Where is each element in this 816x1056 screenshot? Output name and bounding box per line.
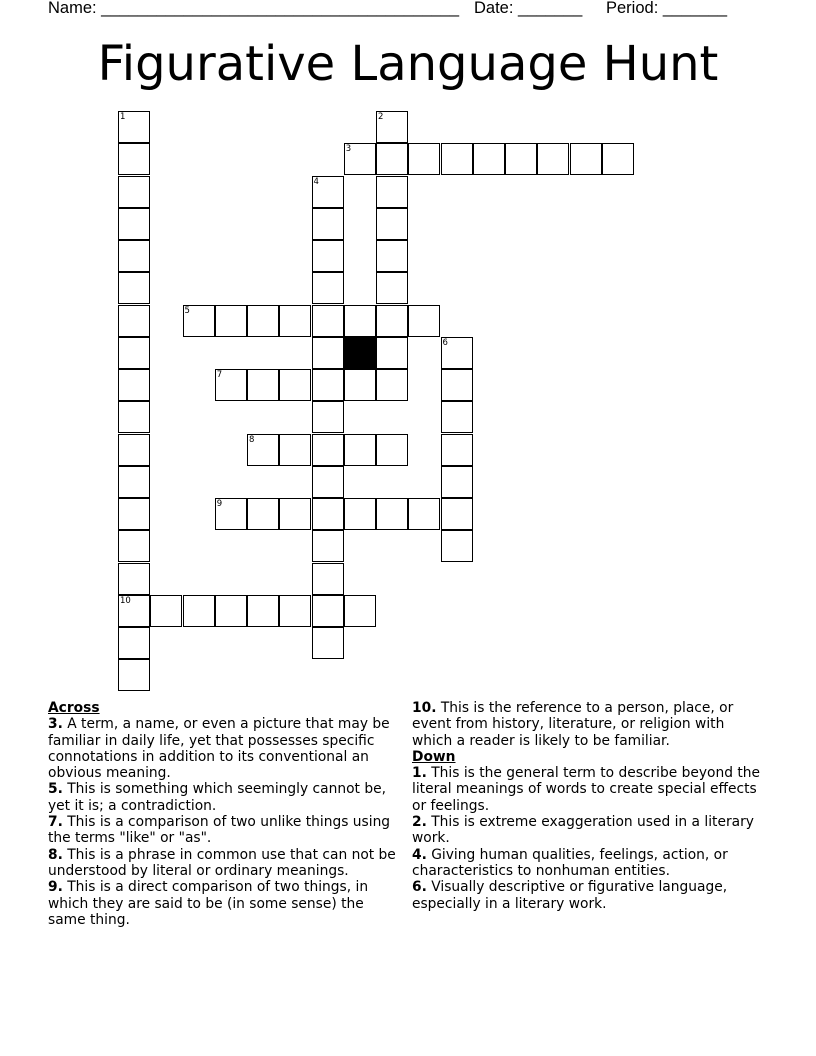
grid-cell[interactable]	[344, 595, 376, 627]
clue-down-6: 6. Visually descriptive or figurative language, especially in a literary work.	[412, 879, 728, 912]
clue-number: 3	[345, 144, 352, 155]
grid-cell[interactable]	[279, 305, 311, 337]
grid-cell[interactable]	[312, 434, 344, 466]
grid-cell[interactable]	[118, 240, 150, 272]
clue-number: 6	[442, 337, 448, 348]
grid-cell[interactable]	[376, 434, 408, 466]
grid-cell[interactable]	[279, 498, 311, 530]
grid-cell[interactable]	[118, 659, 150, 691]
period-field[interactable]: Period: _______	[606, 0, 728, 17]
grid-cell[interactable]	[344, 369, 376, 401]
grid-cell[interactable]	[247, 595, 279, 627]
grid-cell[interactable]	[312, 595, 344, 627]
grid-cell[interactable]	[312, 627, 344, 659]
grid-cell[interactable]	[408, 498, 440, 530]
clue-number: 8	[249, 434, 255, 445]
grid-cell[interactable]	[312, 466, 344, 498]
grid-cell[interactable]	[312, 401, 344, 433]
grid-cell[interactable]	[215, 498, 247, 530]
grid-cell[interactable]	[344, 498, 376, 530]
clue-across-7: 7. This is a comparison of two unlike things using the terms "like" or "as".	[48, 814, 391, 847]
grid-cell[interactable]	[118, 111, 150, 143]
black-cell	[344, 337, 376, 369]
grid-cell[interactable]	[215, 369, 247, 401]
across-heading: Across	[48, 700, 100, 716]
grid-cell[interactable]	[118, 434, 150, 466]
grid-cell[interactable]	[312, 272, 344, 304]
grid-cell[interactable]	[441, 401, 473, 433]
grid-cell[interactable]	[118, 208, 150, 240]
grid-cell[interactable]	[118, 563, 150, 595]
clue-down-1: 1. This is the general term to describe beyond the literal meanings of words to create special effects or feelings.	[412, 765, 761, 814]
grid-cell[interactable]	[441, 369, 473, 401]
grid-cell[interactable]	[312, 498, 344, 530]
name-field[interactable]: Name: _______________________________________	[48, 0, 460, 17]
clues-column-right	[412, 700, 764, 912]
grid-cell[interactable]	[118, 305, 150, 337]
grid-cell[interactable]	[376, 111, 408, 143]
grid-cell[interactable]	[473, 143, 505, 175]
grid-cell[interactable]	[183, 305, 215, 337]
grid-cell[interactable]	[441, 466, 473, 498]
grid-cell[interactable]	[247, 369, 279, 401]
grid-cell[interactable]	[279, 434, 311, 466]
grid-cell[interactable]	[118, 627, 150, 659]
grid-cell[interactable]	[376, 337, 408, 369]
clue-number: 7	[216, 370, 223, 380]
grid-cell[interactable]	[118, 337, 150, 369]
date-field[interactable]: Date: _______	[474, 0, 583, 17]
grid-cell[interactable]	[408, 143, 440, 175]
clue-number: 10	[120, 595, 131, 606]
grid-cell[interactable]	[247, 498, 279, 530]
grid-cell[interactable]	[118, 272, 150, 304]
grid-cell[interactable]	[215, 305, 247, 337]
clue-across-5: 5. This is something which seemingly cannot be, yet it is; a contradiction.	[48, 781, 386, 814]
clue-number: 9	[216, 499, 223, 509]
grid-cell[interactable]	[118, 498, 150, 530]
grid-cell[interactable]	[441, 143, 473, 175]
grid-cell[interactable]	[118, 595, 150, 627]
grid-cell[interactable]	[118, 143, 150, 175]
grid-cell[interactable]	[118, 530, 150, 562]
grid-cell[interactable]	[441, 530, 473, 562]
grid-cell[interactable]	[118, 466, 150, 498]
grid-cell[interactable]	[279, 369, 311, 401]
grid-cell[interactable]	[312, 530, 344, 562]
grid-cell[interactable]	[376, 240, 408, 272]
clue-across-10: 10. This is the reference to a person, place, or event from history, literature, or religion with which a reader is likely to be familiar.	[412, 700, 734, 749]
grid-cell[interactable]	[441, 434, 473, 466]
clue-across-9: 9. This is a direct comparison of two things, in which they are said to be (in some sense) the same thing.	[48, 879, 369, 928]
grid-cell[interactable]	[312, 305, 344, 337]
grid-cell[interactable]	[505, 143, 537, 175]
grid-cell[interactable]	[344, 434, 376, 466]
clue-down-4: 4. Giving human qualities, feelings, action, or characteristics to nonhuman entities.	[412, 846, 728, 879]
grid-cell[interactable]	[537, 143, 569, 175]
grid-cell[interactable]	[376, 176, 408, 208]
grid-cell[interactable]	[118, 176, 150, 208]
grid-cell[interactable]	[376, 272, 408, 304]
grid-cell[interactable]	[312, 208, 344, 240]
grid-cell[interactable]	[376, 208, 408, 240]
clue-number: 1	[120, 112, 126, 122]
grid-cell[interactable]	[118, 369, 150, 401]
clue-number: 2	[378, 112, 384, 122]
grid-cell[interactable]	[570, 143, 602, 175]
grid-cell[interactable]	[150, 595, 182, 627]
grid-cell[interactable]	[344, 143, 376, 175]
grid-cell[interactable]	[376, 305, 408, 337]
grid-cell[interactable]	[312, 240, 344, 272]
grid-cell[interactable]	[376, 369, 408, 401]
grid-cell[interactable]	[183, 595, 215, 627]
grid-cell[interactable]	[376, 143, 408, 175]
grid-cell[interactable]	[344, 305, 376, 337]
clue-number: 4	[313, 176, 319, 187]
grid-cell[interactable]	[215, 595, 247, 627]
grid-cell[interactable]	[118, 401, 150, 433]
clue-number: 5	[184, 305, 190, 316]
grid-cell[interactable]	[312, 563, 344, 595]
grid-cell[interactable]	[312, 176, 344, 208]
grid-cell[interactable]	[441, 498, 473, 530]
clues-column-left	[48, 700, 400, 928]
grid-cell[interactable]	[441, 337, 473, 369]
clue-across-8: 8. This is a phrase in common use that can not be understood by literal or ordinary meanings.	[48, 846, 396, 879]
grid-cell[interactable]	[408, 305, 440, 337]
grid-cell[interactable]	[312, 337, 344, 369]
grid-cell[interactable]	[247, 305, 279, 337]
down-heading: Down	[412, 748, 456, 765]
grid-cell[interactable]	[312, 369, 344, 401]
grid-cell[interactable]	[602, 143, 634, 175]
clue-down-2: 2. This is extreme exaggeration used in a literary work.	[412, 814, 754, 847]
page-title: Figurative Language Hunt	[97, 36, 719, 92]
clue-across-3: 3. A term, a name, or even a picture that may be familiar in daily life, yet that possesses specific connotations in addition to its conventional an obvious meaning.	[48, 716, 390, 782]
grid-cell[interactable]	[279, 595, 311, 627]
grid-cell[interactable]	[376, 498, 408, 530]
grid-cell[interactable]	[247, 434, 279, 466]
